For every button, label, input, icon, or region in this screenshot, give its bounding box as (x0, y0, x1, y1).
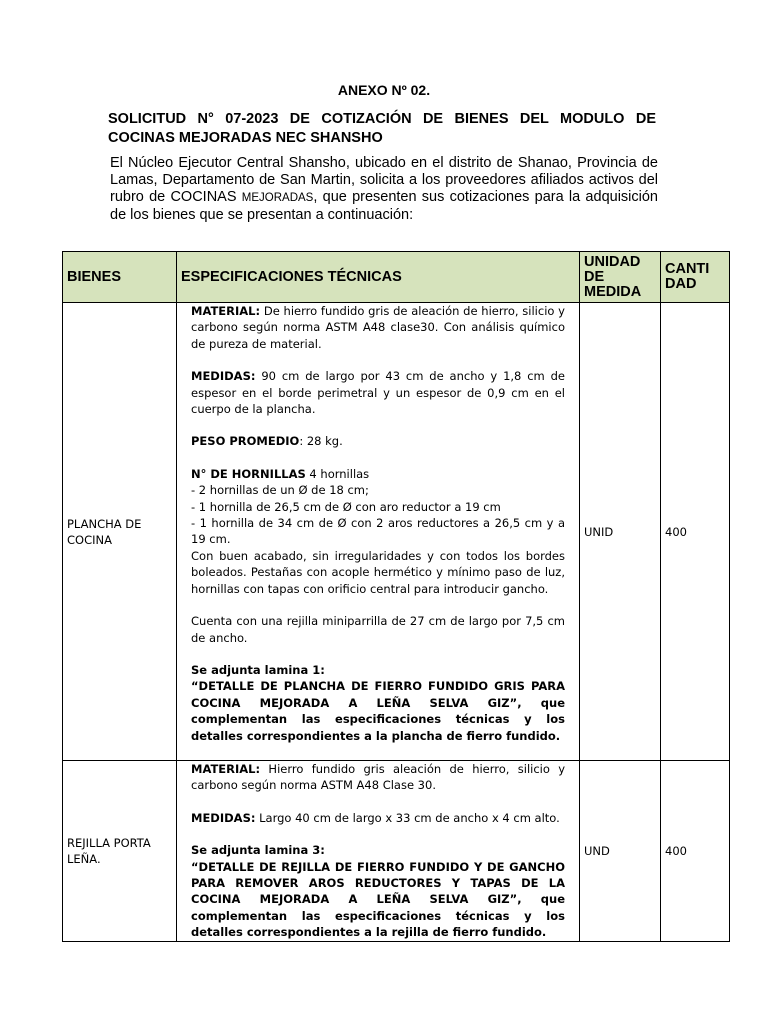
table-row (63, 761, 730, 942)
peso-text: : 28 kg. (299, 434, 343, 449)
intro-text-small: MEJORADAS (241, 192, 314, 204)
row-bien: PLANCHA DE COCINA (63, 303, 177, 761)
medidas-label: MEDIDAS: (191, 369, 256, 384)
request-title: SOLICITUD N° 07-2023 DE COTIZACIÓN DE BIENES DEL MODULO DE COCINAS MEJORADAS NEC SHANSHO (108, 111, 656, 146)
hornillas-text: 4 hornillas (305, 466, 370, 481)
annex-title: ANEXO Nº 02. (337, 82, 431, 98)
material-label: MATERIAL: (191, 762, 261, 776)
row-especificaciones (177, 761, 580, 942)
intro-text-1: El Núcleo Ejecutor Central Shansho, ubicado en el distrito de Shanao, Provincia de Lamas, Departamento de San Martin, solicita a los proveedores afiliados activos del rubro de COCINAS (110, 155, 658, 205)
hornilla-item: - 1 hornilla de 26,5 cm de Ø con aro reductor a 19 cm (191, 499, 501, 514)
lamina-text: “DETALLE DE PLANCHA DE FIERRO FUNDIDO GRIS PARA COCINA MEJORADA A LEÑA SELVA GIZ”, que complementan las especificaciones técnicas y los detalles correspondientes a la plancha de fierro fundido. (191, 679, 565, 743)
header-unidad: UNIDAD DE MEDIDA (580, 252, 661, 303)
row-unidad: UNID (580, 303, 661, 761)
table-header-row (63, 252, 730, 303)
lamina-label: Se adjunta lamina 1: (191, 662, 325, 677)
row-especificaciones (177, 303, 580, 761)
material-label: MATERIAL: (191, 304, 261, 318)
row-bien: REJILLA PORTA LEÑA. (63, 761, 177, 942)
acabado-text: Con buen acabado, sin irregularidades y con todos los bordes boleados. Pestañas con acople hermético y mínimo paso de luz, hornillas con tapas con orificio central para introducir gancho. (191, 548, 565, 596)
peso-label: PESO PROMEDIO (191, 434, 300, 449)
intro-text-2: , que presenten sus cotizaciones para la adquisición de los bienes que se presentan a continuación: (110, 189, 658, 223)
rejilla-text: Cuenta con una rejilla miniparrilla de 27 cm de largo por 7,5 cm de ancho. (191, 614, 565, 645)
header-especificaciones: ESPECIFICACIONES TÉCNICAS (177, 252, 580, 303)
lamina-text: “DETALLE DE REJILLA DE FIERRO FUNDIDO Y DE GANCHO PARA REMOVER AROS REDUCTORES Y TAPAS DE LA COCINA MEJORADA A LEÑA SELVA GIZ”, que complementan las especificaciones técnicas y los detalles correspondientes a la rejilla de fierro fundido. (191, 859, 565, 940)
material-text: Hierro fundido gris aleación de hierro, silicio y carbono según norma ASTM A48 Clase 30. (191, 762, 565, 793)
medidas-text: 90 cm de largo por 43 cm de ancho y 1,8 cm de espesor en el borde perimetral y un espesor de 0,9 cm en el cuerpo de la plancha. (191, 369, 565, 417)
material-text: De hierro fundido gris de aleación de hierro, silicio y carbono según norma ASTM A48 clase30. Con análisis químico de pureza de material. (191, 304, 565, 351)
header-bienes: BIENES (63, 252, 177, 303)
row-cantidad: 400 (661, 761, 730, 942)
lamina-label: Se adjunta lamina 3: (191, 843, 325, 858)
row-unidad: UND (580, 761, 661, 942)
goods-table (62, 251, 730, 942)
hornilla-item: - 1 hornilla de 34 cm de Ø con 2 aros reductores a 26,5 cm y a 19 cm. (191, 516, 565, 547)
intro-paragraph (110, 155, 658, 224)
hornilla-item: - 2 hornillas de un Ø de 18 cm; (191, 483, 369, 498)
hornillas-label: N° DE HORNILLAS (191, 466, 306, 481)
medidas-label: MEDIDAS: (191, 810, 256, 825)
medidas-text: Largo 40 cm de largo x 33 cm de ancho x 4 cm alto. (255, 810, 560, 825)
row-cantidad: 400 (661, 303, 730, 761)
header-cantidad: CANTI DAD (661, 252, 730, 303)
table-row (63, 303, 730, 761)
